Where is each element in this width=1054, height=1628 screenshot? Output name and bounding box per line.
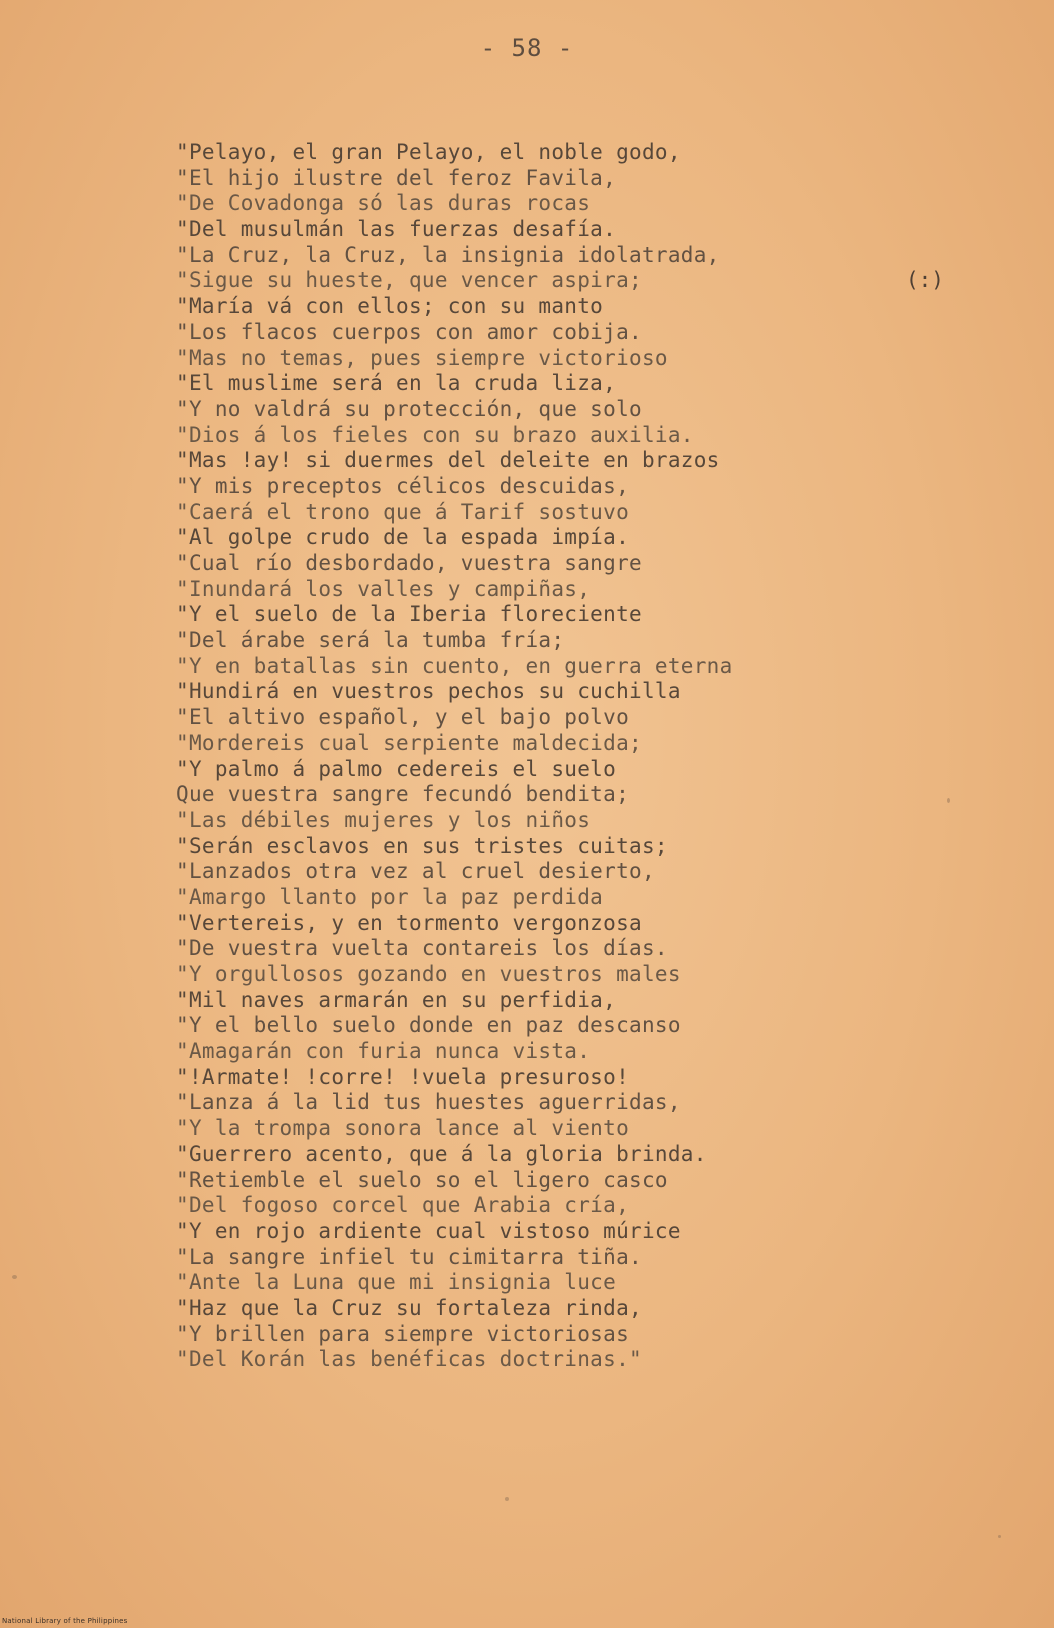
poem-line: "Al golpe crudo de la espada impía. — [176, 525, 630, 550]
poem-line: "Pelayo, el gran Pelayo, el noble godo, — [176, 140, 681, 164]
poem-line: "Y la trompa sonora lance al viento — [176, 1116, 630, 1141]
poem-line: "Serán esclavos en sus tristes cuitas; — [176, 833, 668, 858]
poem-line: "Del musulmán las fuerzas desafía. — [176, 217, 617, 242]
poem-line: "El hijo ilustre del feroz Favila, — [176, 165, 617, 190]
poem-line: "Retiemble el suelo so el ligero casco — [176, 1167, 668, 1192]
poem-line: "Y palmo á palmo cedereis el suelo — [176, 756, 617, 781]
poem-line: "Guerrero acento, que á la gloria brinda. — [176, 1141, 707, 1166]
poem-line: "Amagarán con furia nunca vista. — [176, 1039, 591, 1064]
poem-line: "Inundará los valles y campiñas, — [176, 576, 591, 601]
poem-line: Que vuestra sangre fecundó bendita; — [176, 782, 630, 807]
poem-line: "Amargo llanto por la paz perdida — [176, 884, 604, 909]
poem-line: "!Armate! !corre! !vuela presuroso! — [176, 1064, 630, 1089]
poem-line: "Mil naves armarán en su perfidia, — [176, 987, 617, 1012]
paper-speck — [12, 1275, 17, 1279]
poem-line: "Del Korán las benéficas doctrinas." — [176, 1347, 642, 1372]
poem-line: "Del árabe será la tumba fría; — [176, 628, 565, 653]
poem-line: "Y en batallas sin cuento, en guerra eterna — [176, 653, 733, 678]
poem-line: "Haz que la Cruz su fortaleza rinda, — [176, 1295, 642, 1320]
poem-line: "El muslime será en la cruda liza, — [176, 371, 617, 396]
poem-line: "De Covadonga só las duras rocas — [176, 191, 591, 216]
poem-line: "La sangre infiel tu cimitarra tiña. — [176, 1244, 642, 1269]
poem-line: "Caerá el trono que á Tarif sostuvo — [176, 499, 630, 524]
paper-speck — [505, 1497, 509, 1501]
paper-speck — [947, 798, 950, 803]
poem-line: "La Cruz, la Cruz, la insignia idolatrada, — [176, 242, 720, 267]
poem-line: "Mas !ay! si duermes del deleite en brazos — [176, 448, 720, 473]
poem-line: "Mas no temas, pues siempre victorioso — [176, 345, 668, 370]
poem-line: "El altivo español, y el bajo polvo — [176, 705, 630, 730]
poem-line: "Y brillen para siempre victoriosas — [176, 1321, 630, 1346]
poem-line: "Lanzados otra vez al cruel desierto, — [176, 859, 655, 884]
poem-text — [176, 140, 856, 1373]
poem-line: "Cual río desbordado, vuestra sangre — [176, 551, 642, 575]
poem-line: "Vertereis, y en tormento vergonzosa — [176, 910, 642, 935]
poem-line: "Ante la Luna que mi insignia luce — [176, 1270, 617, 1295]
poem-line: "Y mis preceptos célicos descuidas, — [176, 473, 630, 498]
poem-line: "Las débiles mujeres y los niños — [176, 807, 591, 832]
poem-line: "Y orgullosos gozando en vuestros males — [176, 962, 681, 986]
poem-line: "Hundirá en vuestros pechos su cuchilla — [176, 679, 681, 704]
paper-speck — [998, 1535, 1001, 1538]
poem-line: "Lanza á la lid tus huestes aguerridas, — [176, 1090, 681, 1115]
poem-line: "De vuestra vuelta contareis los días. — [176, 936, 668, 961]
poem-line: "Mordereis cual serpiente maldecida; — [176, 730, 642, 755]
library-footer: National Library of the Philippines — [2, 1617, 128, 1625]
page-number: - 58 - — [480, 34, 574, 62]
poem-line: "Los flacos cuerpos con amor cobija. — [176, 319, 642, 344]
poem-line: "Y no valdrá su protección, que solo — [176, 396, 642, 421]
poem-line: "Sigue su hueste, que vencer aspira; — [176, 268, 642, 293]
poem-line: "Dios á los fieles con su brazo auxilia. — [176, 422, 694, 447]
note-marker: (:) — [906, 268, 944, 292]
poem-line: "María vá con ellos; con su manto — [176, 294, 604, 319]
poem-line: "Del fogoso corcel que Arabia cría, — [176, 1193, 630, 1218]
poem-line: "Y el bello suelo donde en paz descanso — [176, 1013, 681, 1038]
poem-line: "Y en rojo ardiente cual vistoso múrice — [176, 1218, 681, 1243]
poem-line: "Y el suelo de la Iberia floreciente — [176, 602, 642, 627]
